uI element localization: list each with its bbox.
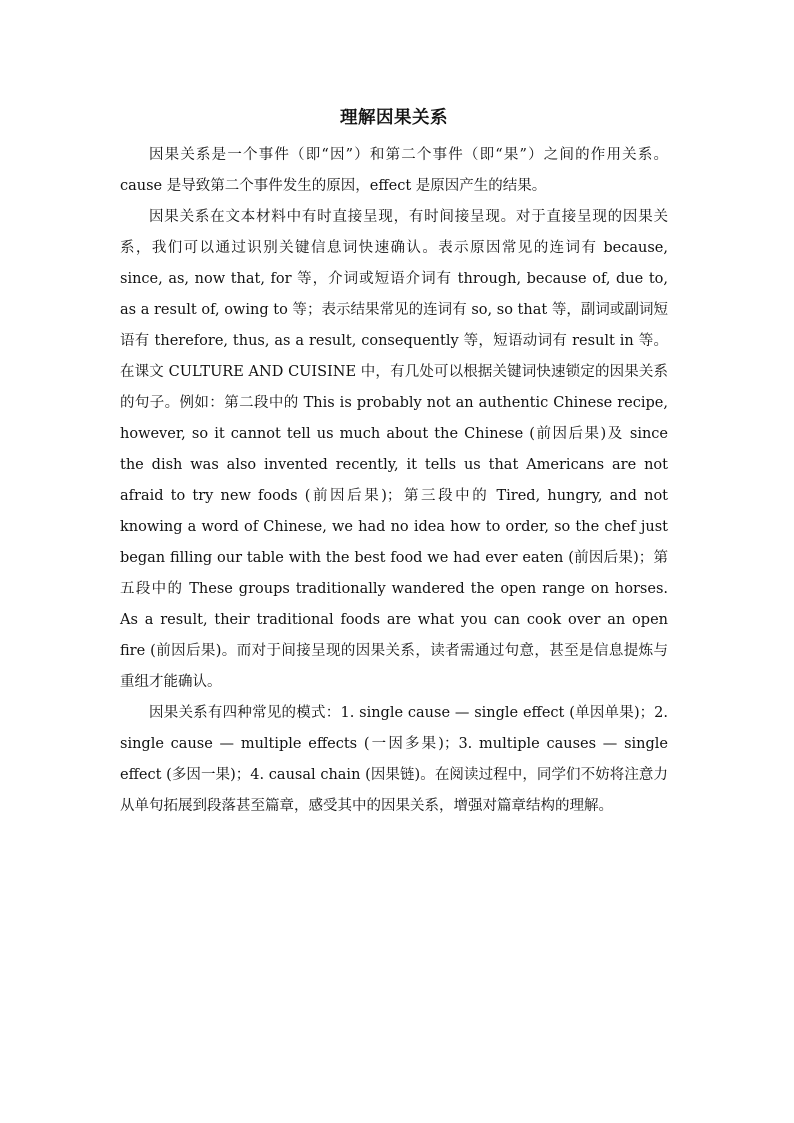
paragraph-patterns: 因果关系有四种常见的模式：1. single cause — single effect (单因单果)；2. single cause — multiple effects (一因多果)；3. multiple causes — single effect (多因一果)；4. causal chain (因果链)。在阅读过程中，同学们不妨将注意力从单句拓展到段落甚至篇章，感受其中的因果关系，增强对篇章结构的理解。 xyxy=(120,705,668,814)
paragraph-direct-indirect: 因果关系在文本材料中有时直接呈现，有时间接呈现。对于直接呈现的因果关系，我们可以通过识别关键信息词快速确认。表示原因常见的连词有 because, since, as, now that, for 等，介词或短语介词有 through, because of, due to, as a result of, owing to 等；表示结果常见的连词有 so, so that 等，副词或副词短语有 therefore, thus, as a result, consequently 等，短语动词有 result in 等。在课文 CULTURE AND CUISINE 中，有几处可以根据关键词快速锁定的因果关系的句子。例如：第二段中的 This is probably not an authentic Chinese recipe, however, so it cannot tell us much about the Chinese (前因后果)及 since the dish was also invented recently, it tells us that Americans are not afraid to try new foods (前因后果)；第三段中的 Tired, hungry, and not knowing a word of Chinese, we had no idea how to order, so the chef just began filling our table with the best food we had ever eaten (前因后果)；第五段中的 These groups traditionally wandered the open range on horses. As a result, their traditional foods are what you can cook over an open fire (前因后果)。而对于间接呈现的因果关系，读者需通过句意，甚至是信息提炼与重组才能确认。 xyxy=(120,209,668,690)
paragraph-definition: 因果关系是一个事件（即“因”）和第二个事件（即“果”）之间的作用关系。cause 是导致第二个事件发生的原因，effect 是原因产生的结果。 xyxy=(120,147,668,194)
document-title: 理解因果关系 xyxy=(340,108,448,128)
document-page xyxy=(120,103,668,822)
